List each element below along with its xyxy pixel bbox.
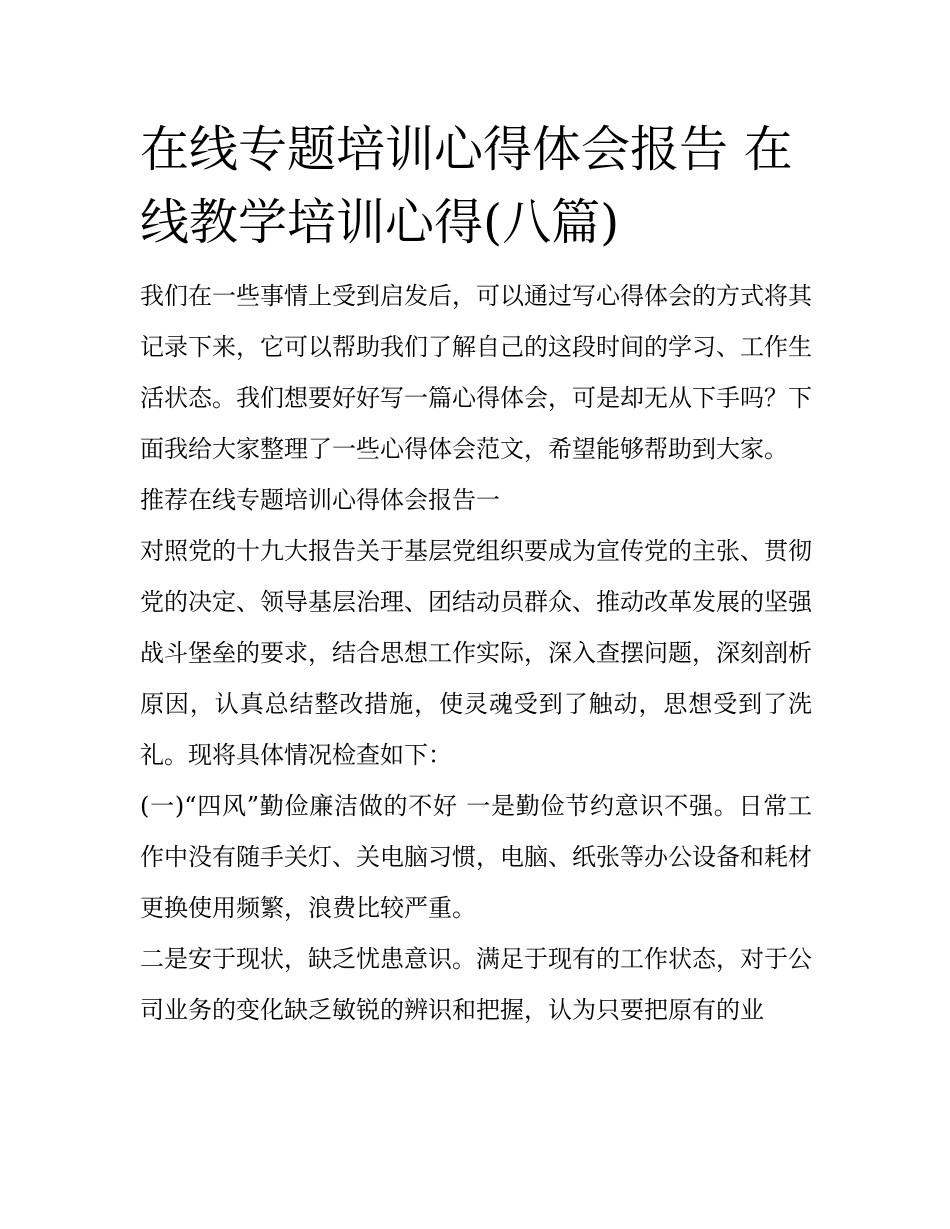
section-heading: 推荐在线专题培训心得体会报告一	[140, 486, 500, 514]
paragraph: 二是安于现状，缺乏忧患意识。满足于现有的工作状态，对于公司业务的变化缺乏敏锐的辨识和把握，认为只要把原有的业	[140, 945, 812, 1024]
paragraph: (一)“四风”勤俭廉洁做的不好 一是勤俭节约意识不强。日常工作中没有随手关灯、关电脑习惯，电脑、纸张等办公设备和耗材更换使用频繁，浪费比较严重。	[140, 792, 812, 922]
document-body	[140, 271, 812, 1036]
paragraph: 对照党的十九大报告关于基层党组织要成为宣传党的主张、贯彻党的决定、领导基层治理、团结动员群众、推动改革发展的坚强战斗堡垒的要求，结合思想工作实际，深入查摆问题，深刻剖析原因，认真总结整改措施，使灵魂受到了触动，思想受到了洗礼。现将具体情况检查如下：	[140, 537, 812, 769]
document-page	[140, 113, 812, 1036]
paragraph-intro: 我们在一些事情上受到启发后，可以通过写心得体会的方式将其记录下来，它可以帮助我们了解自己的这段时间的学习、工作生活状态。我们想要好好写一篇心得体会，可是却无从下手吗？下面我给大家整理了一些心得体会范文，希望能够帮助到大家。	[140, 282, 812, 463]
document-title: 在线专题培训心得体会报告 在线教学培训心得(八篇)	[140, 121, 793, 251]
